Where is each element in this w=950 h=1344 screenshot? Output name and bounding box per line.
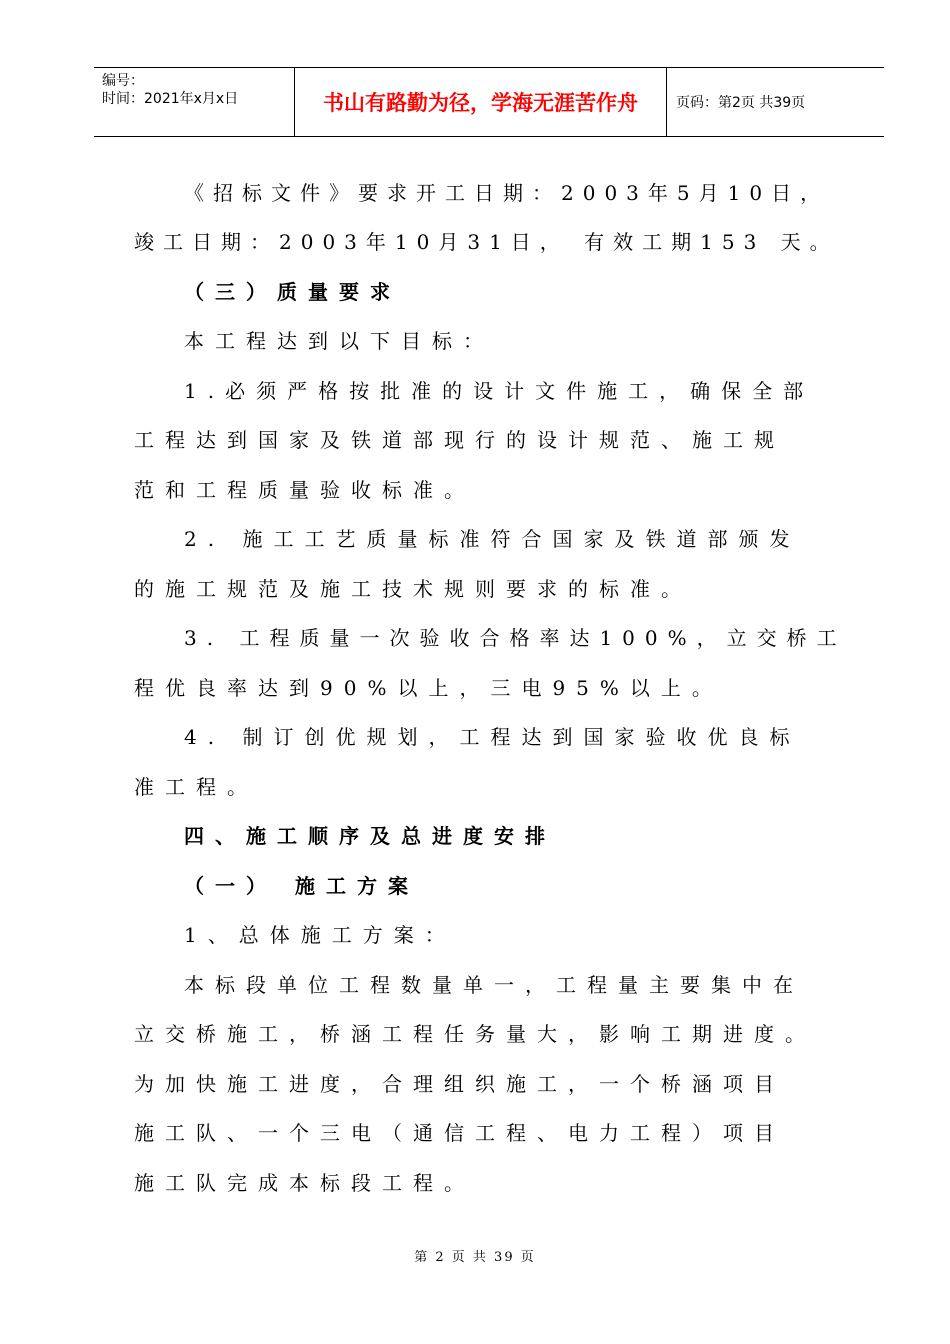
body-line: 准工程。 — [134, 775, 258, 799]
body-line: 3. 工程质量一次验收合格率达100%，立交桥工 — [184, 626, 847, 650]
time-label: 时间：2021年x月x日 — [102, 91, 239, 107]
body-line: 为加快施工进度，合理组织施工，一个桥涵项目 — [134, 1072, 785, 1096]
body-line: 竣工日期：2003年10月31日， 有效工期153 天。 — [134, 230, 839, 254]
body-line: 程优良率达到90%以上，三电95%以上。 — [134, 676, 723, 700]
page-header — [94, 67, 884, 137]
section-heading: 四、施工顺序及总进度安排 — [184, 824, 556, 848]
body-line: 立交桥施工，桥涵工程任务量大，影响工期进度。 — [134, 1022, 816, 1046]
body-line: 1、总体施工方案： — [184, 923, 456, 947]
body-line: 范和工程质量验收标准。 — [134, 478, 475, 502]
body-line: 《招标文件》要求开工日期：2003年5月10日， — [184, 181, 830, 205]
body-line: 工程达到国家及铁道部现行的设计规范、施工规 — [134, 428, 785, 452]
header-meta-cell — [94, 68, 295, 136]
section-heading: （一） 施工方案 — [184, 874, 419, 898]
body-line: 施工队完成本标段工程。 — [134, 1171, 475, 1195]
number-label: 编号： — [102, 73, 144, 89]
body-line: 1.必须严格按批准的设计文件施工，确保全部 — [184, 379, 815, 403]
body-line: 本工程达到以下目标： — [184, 329, 494, 353]
body-line: 本标段单位工程数量单一，工程量主要集中在 — [184, 973, 804, 997]
header-page-info: 页码：第2页 共39页 — [676, 95, 806, 111]
body-line: 施工队、一个三电（通信工程、电力工程）项目 — [134, 1121, 785, 1145]
page-footer: 第 2 页 共 39 页 — [414, 1250, 536, 1265]
section-heading: （三）质量要求 — [184, 280, 401, 304]
header-motto: 书山有路勤为径，学海无涯苦作舟 — [295, 68, 667, 136]
body-line: 2. 施工工艺质量标准符合国家及铁道部颁发 — [184, 527, 801, 551]
body-line: 4. 制订创优规划，工程达到国家验收优良标 — [184, 725, 801, 749]
body-line: 的施工规范及施工技术规则要求的标准。 — [134, 577, 692, 601]
